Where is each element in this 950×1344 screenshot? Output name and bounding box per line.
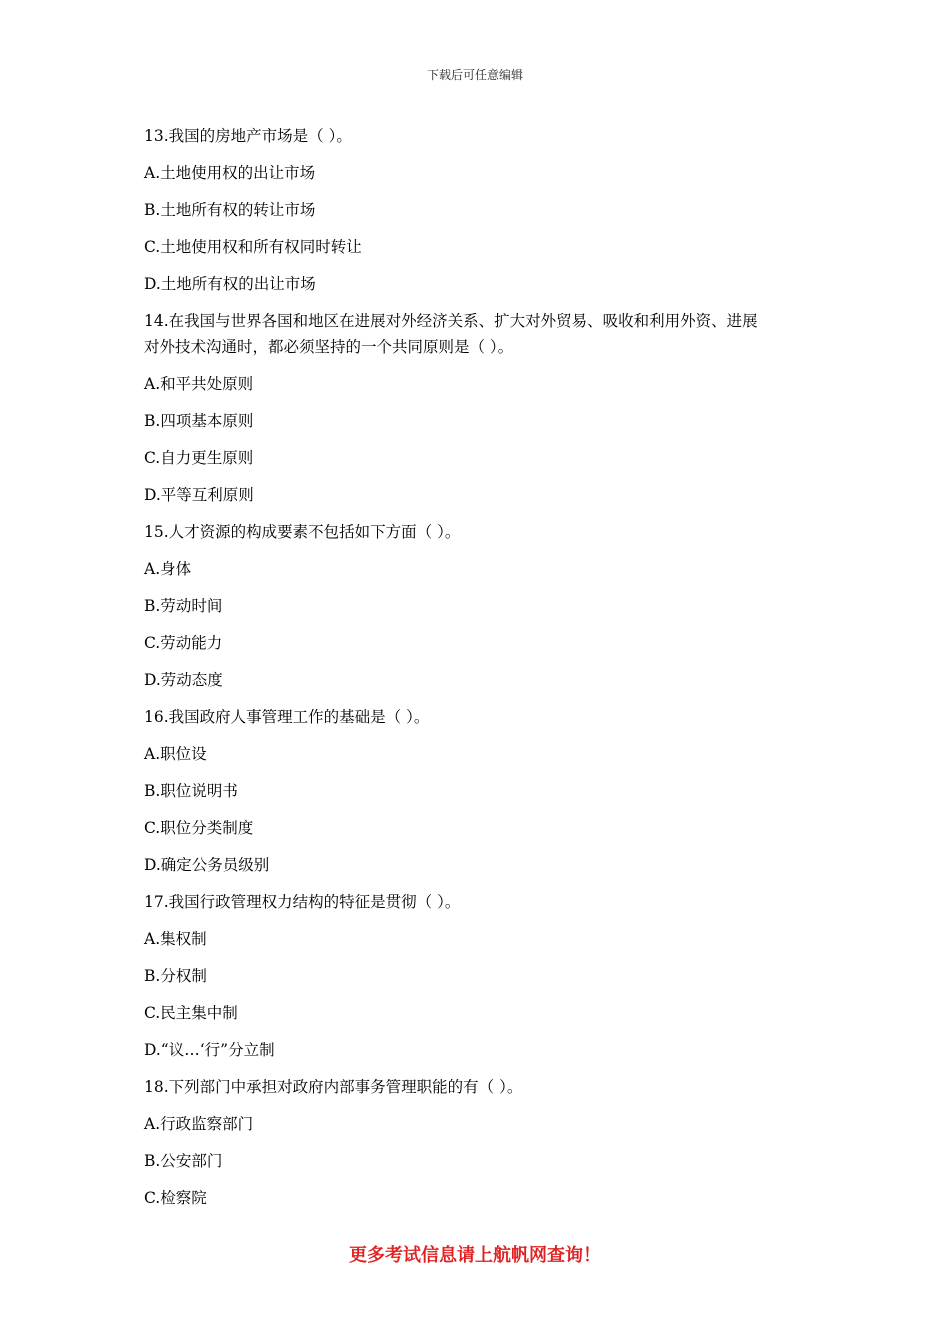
question-15-text: 15.人才资源的构成要素不包括如下方面（ ）。 — [144, 523, 461, 541]
question-18-option-c: C.检察院 — [144, 1189, 207, 1207]
question-14-option-b: B.四项基本原则 — [144, 412, 254, 430]
question-16-option-c: C.职位分类制度 — [144, 819, 254, 837]
question-17-option-a: A.集权制 — [144, 930, 207, 948]
page-header: 下载后可任意编辑 — [426, 68, 523, 82]
question-15-option-c: C.劳动能力 — [144, 634, 223, 652]
question-list — [144, 123, 814, 1222]
footer-promo-link[interactable]: 更多考试信息请上航帆网查询！ — [349, 1245, 601, 1266]
question-13-option-c: C.土地使用权和所有权同时转让 — [144, 238, 362, 256]
question-13-option-b: B.土地所有权的转让市场 — [144, 201, 316, 219]
question-15-option-b: B.劳动时间 — [144, 597, 223, 615]
question-17-text: 17.我国行政管理权力结构的特征是贯彻（ ）。 — [144, 893, 461, 911]
question-16-option-b: B.职位说明书 — [144, 782, 238, 800]
question-14-option-a: A.和平共处原则 — [144, 375, 254, 393]
question-17-option-c: C.民主集中制 — [144, 1004, 238, 1022]
question-14-text — [144, 308, 814, 360]
question-18-option-b: B.公安部门 — [144, 1152, 223, 1170]
question-15-option-d: D.劳动态度 — [144, 671, 223, 689]
question-14-option-d: D.平等互利原则 — [144, 486, 254, 504]
question-14-line-2: 对外技术沟通时，都必须坚持的一个共同原则是（ ）。 — [144, 338, 514, 356]
question-13-text: 13.我国的房地产市场是（ ）。 — [144, 127, 352, 145]
question-16-option-d: D.确定公务员级别 — [144, 856, 270, 874]
question-17-option-d: D.“议…‘行”分立制 — [144, 1041, 275, 1059]
question-16-option-a: A.职位设 — [144, 745, 207, 763]
question-14-option-c: C.自力更生原则 — [144, 449, 254, 467]
question-15-option-a: A.身体 — [144, 560, 192, 578]
question-16-text: 16.我国政府人事管理工作的基础是（ ）。 — [144, 708, 430, 726]
question-18-text: 18.下列部门中承担对政府内部事务管理职能的有（ ）。 — [144, 1078, 523, 1096]
question-14-line-1: 14.在我国与世界各国和地区在进展对外经济关系、扩大对外贸易、吸收和利用外资、进展 — [144, 312, 758, 330]
question-13-option-d: D.土地所有权的出让市场 — [144, 275, 316, 293]
question-18-option-a: A.行政监察部门 — [144, 1115, 254, 1133]
question-13-option-a: A.土地使用权的出让市场 — [144, 164, 316, 182]
question-17-option-b: B.分权制 — [144, 967, 207, 985]
